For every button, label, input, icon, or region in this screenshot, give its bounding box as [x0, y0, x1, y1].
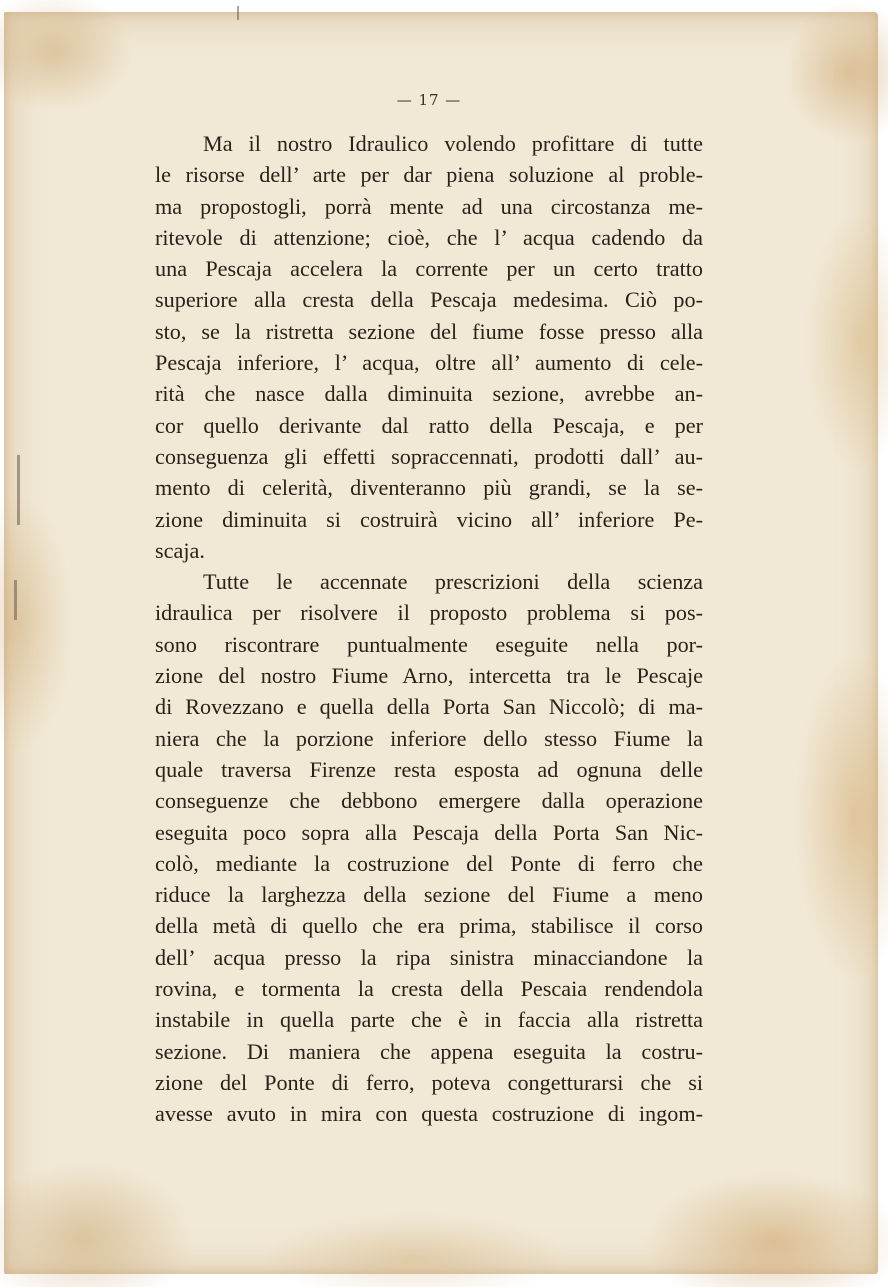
- body-text: [155, 128, 703, 1130]
- foxing-stain: [644, 1172, 888, 1287]
- text-line: zione del nostro Fiume Arno, intercetta tra le Pescaje: [155, 663, 703, 689]
- text-line: Pescaja inferiore, l’ acqua, oltre all’ aumento di cele-: [155, 350, 703, 376]
- text-line: della metà di quello che era prima, stabilisce il corso: [155, 913, 703, 939]
- text-line: riduce la larghezza della sezione del Fiume a meno: [155, 882, 703, 908]
- text-line: ma propostogli, porrà mente ad una circostanza me-: [155, 193, 703, 219]
- text-line: idraulica per risolvere il proposto problema si pos-: [155, 600, 703, 626]
- text-line: sono riscontrare puntualmente eseguite nella por-: [155, 631, 703, 657]
- text-line: le risorse dell’ arte per dar piena soluzione al proble-: [155, 162, 703, 188]
- binding-mark: [14, 580, 17, 620]
- text-line: ritevole di attenzione; cioè, che l’ acqua cadendo da: [155, 224, 703, 250]
- text-line: scaja.: [155, 537, 205, 563]
- text-line: mento di celerità, diventeranno più grandi, se la se-: [155, 475, 703, 501]
- text-line: dell’ acqua presso la ripa sinistra minacciandone la: [155, 944, 703, 970]
- foxing-stain: [0, 1162, 194, 1287]
- foxing-stain: [264, 1212, 564, 1287]
- text-line: zione diminuita si costruirà vicino all’ inferiore Pe-: [155, 506, 703, 532]
- foxing-stain: [784, 2, 888, 142]
- foxing-stain: [804, 212, 888, 472]
- text-line: instabile in quella parte che è in faccia alla ristretta: [155, 1007, 703, 1033]
- foxing-stain: [794, 652, 888, 982]
- text-line: rità che nasce dalla diminuita sezione, avrebbe an-: [155, 381, 703, 407]
- text-line: avesse avuto in mira con questa costruzione di ingom-: [155, 1101, 703, 1127]
- binding-mark: [17, 455, 20, 525]
- text-line: una Pescaja accelera la corrente per un certo tratto: [155, 256, 703, 282]
- text-line: Ma il nostro Idraulico volendo profittare di tutte: [203, 131, 703, 156]
- text-line: Tutte le accennate prescrizioni della scienza: [203, 569, 703, 595]
- text-line: eseguita poco sopra alla Pescaja della Porta San Nic-: [155, 819, 703, 845]
- text-line: niera che la porzione inferiore dello stesso Fiume la: [155, 725, 703, 751]
- paragraph: [155, 128, 703, 566]
- foxing-stain: [0, 0, 134, 112]
- text-line: superiore alla cresta della Pescaja medesima. Ciò po-: [155, 287, 703, 313]
- page-number: — 17 —: [396, 91, 462, 109]
- text-line: colò, mediante la costruzione del Ponte di ferro che: [155, 850, 703, 876]
- text-line: quale traversa Firenze resta esposta ad ognuna delle: [155, 756, 703, 782]
- text-line: sezione. Di maniera che appena eseguita la costru-: [155, 1038, 703, 1064]
- text-line: rovina, e tormenta la cresta della Pescaia rendendola: [155, 976, 703, 1002]
- text-line: conseguenze che debbono emergere dalla operazione: [155, 788, 703, 814]
- text-line: di Rovezzano e quella della Porta San Niccolò; di ma-: [155, 694, 703, 720]
- binding-mark: [237, 6, 239, 20]
- text-line: zione del Ponte di ferro, poteva congetturarsi che si: [155, 1069, 703, 1095]
- text-line: sto, se la ristretta sezione del fiume fosse presso alla: [155, 318, 703, 344]
- text-line: conseguenza gli effetti sopraccennati, prodotti dall’ au-: [155, 443, 703, 469]
- text-line: cor quello derivante dal ratto della Pescaja, e per: [155, 412, 703, 438]
- paragraph: [155, 566, 703, 1129]
- foxing-stain: [0, 492, 74, 752]
